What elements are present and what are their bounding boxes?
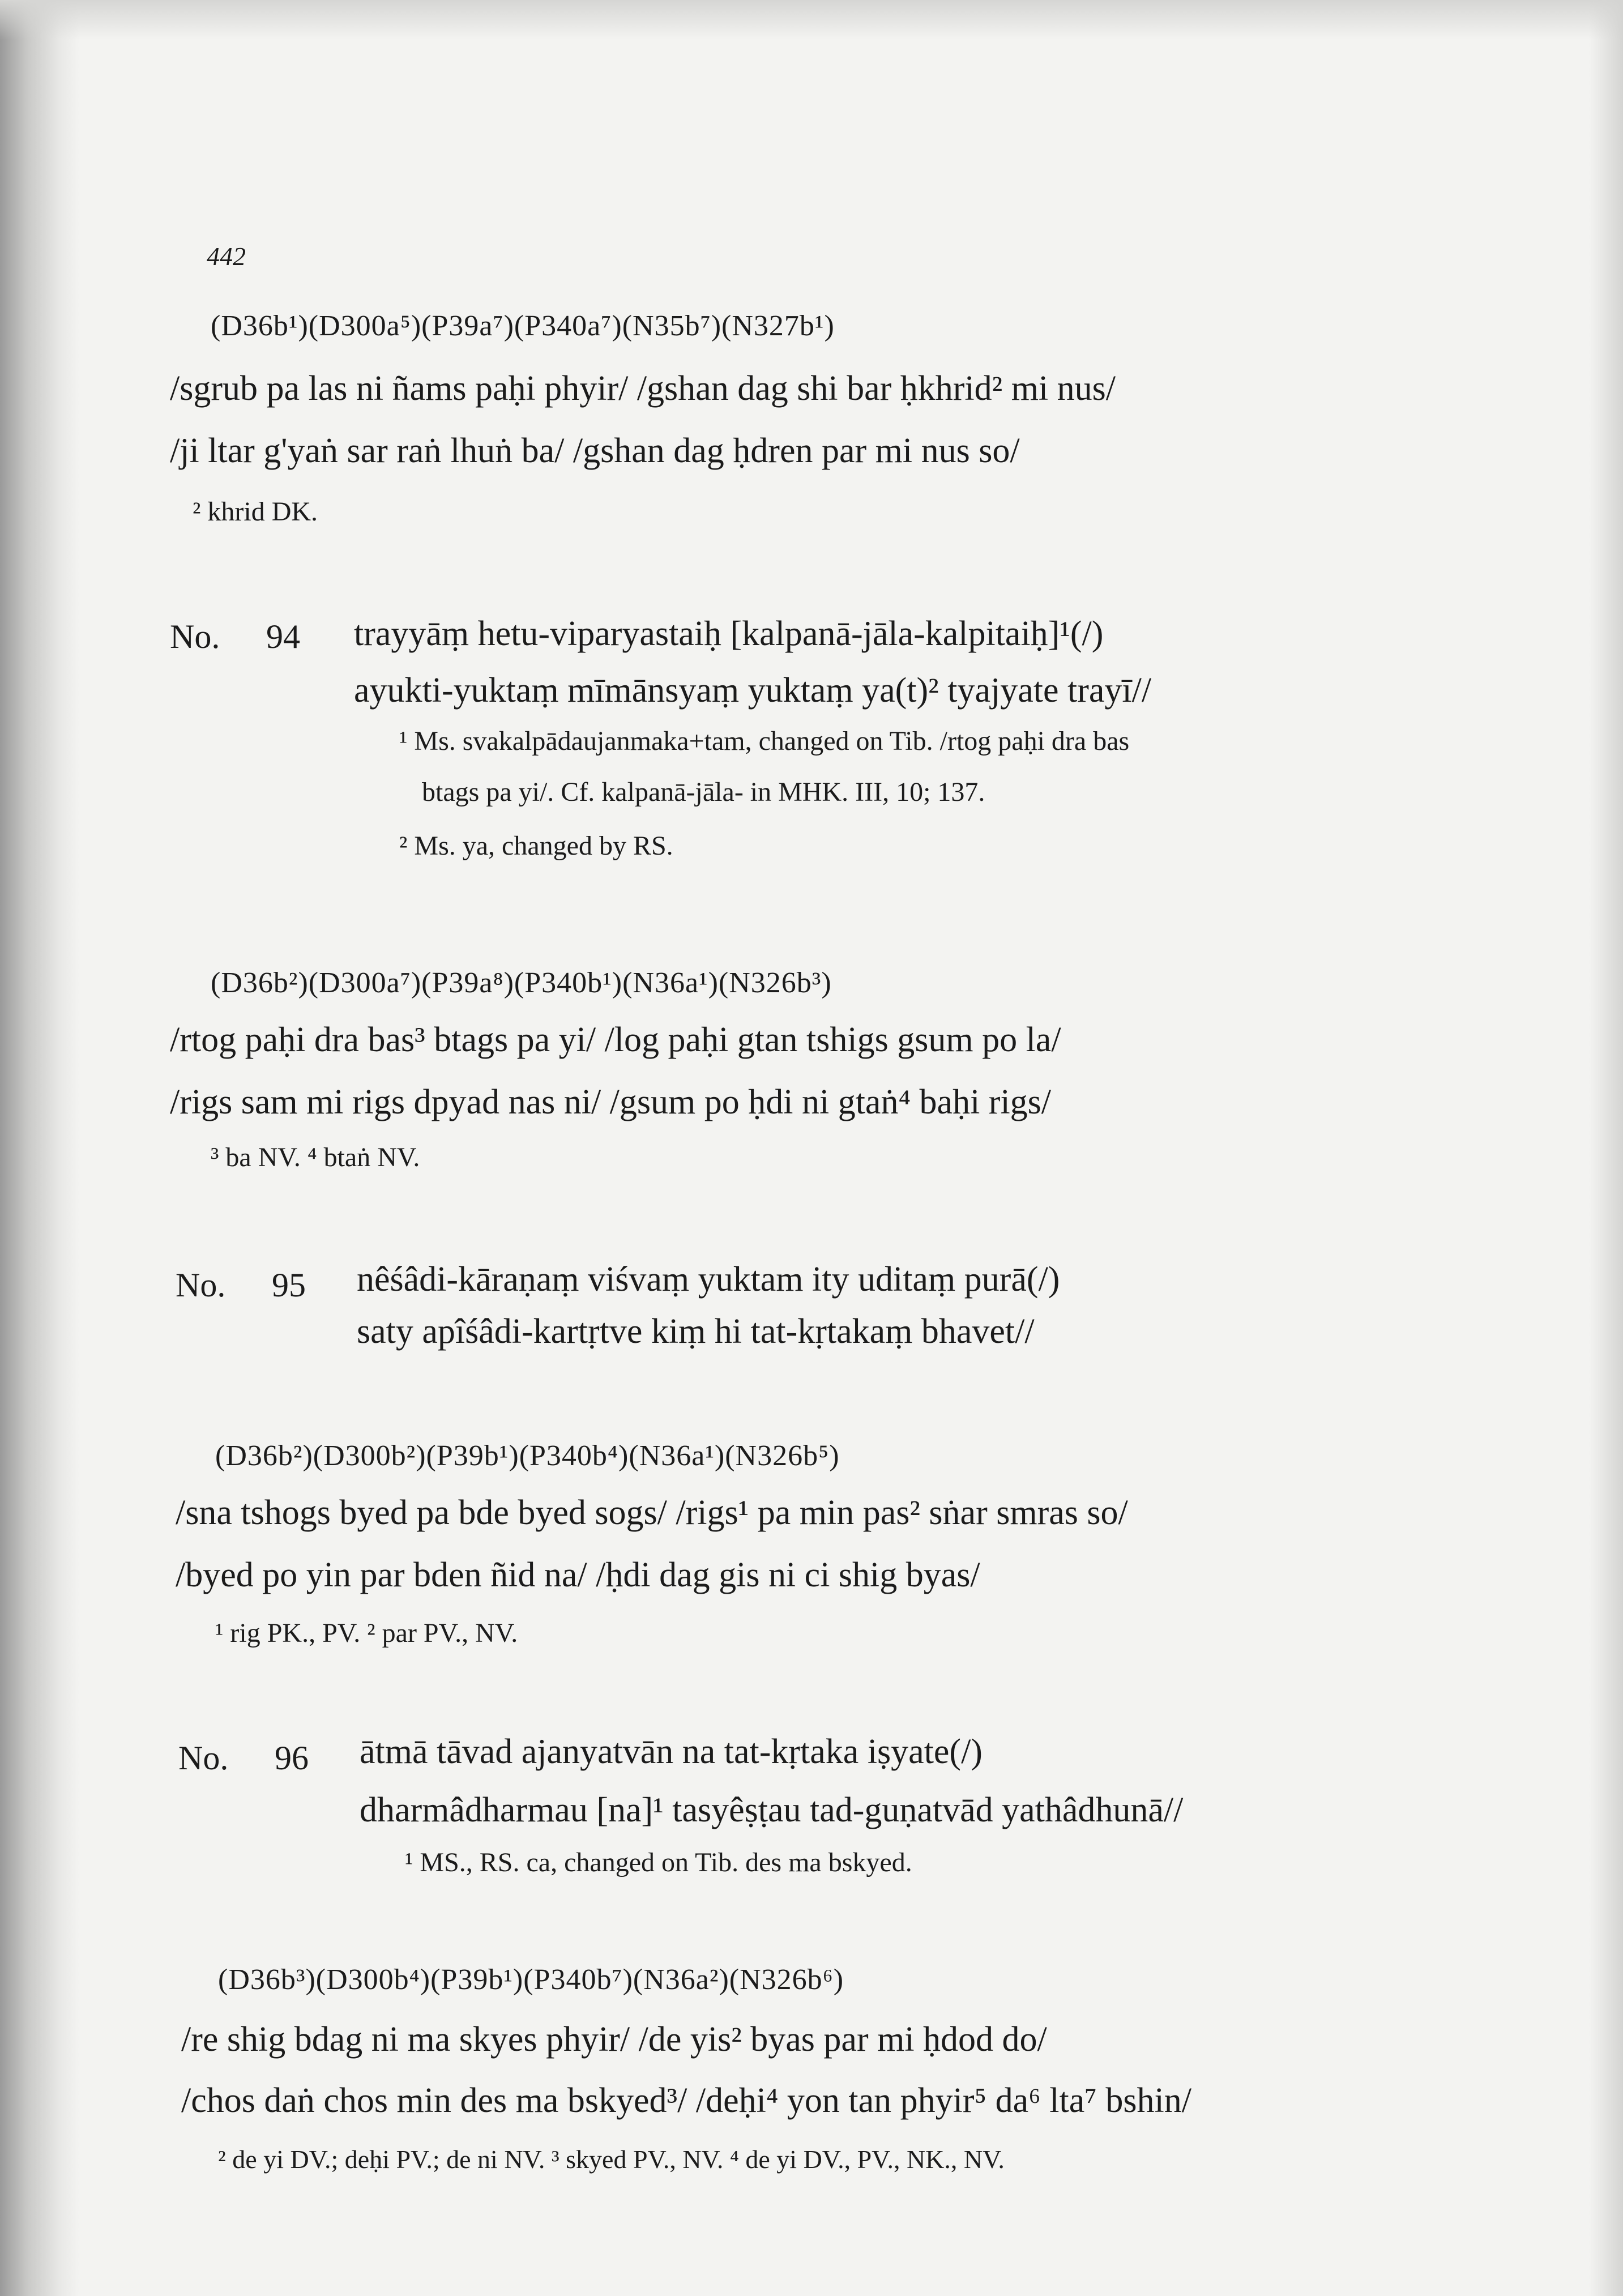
tibetan-line: /ji ltar g'yaṅ sar raṅ lhuṅ ba/ /gshan dag ḥdren par mi nus so/: [170, 432, 1020, 470]
sanskrit-verse-line: saty apîśâdi-kartṛtve kiṃ hi tat-kṛtakaṃ bhavet//: [357, 1312, 1035, 1351]
footnote: ¹ Ms. svakalpādaujanmaka+tam, changed on Tib. /rtog paḥi dra bas: [399, 726, 1130, 756]
scan-shadow-right: [1589, 0, 1623, 2296]
verse-label: No.: [178, 1739, 229, 1777]
tibetan-line: /rigs sam mi rigs dpyad nas ni/ /gsum po ḥdi ni gtaṅ⁴ baḥi rigs/: [170, 1083, 1052, 1121]
footnote: ¹ rig PK., PV. ² par PV., NV.: [215, 1618, 518, 1648]
sanskrit-verse-line: trayyāṃ hetu-viparyastaiḥ [kalpanā-jāla-kalpitaiḥ]¹(/): [354, 614, 1104, 653]
sanskrit-verse-line: dharmâdharmau [na]¹ tasyêṣṭau tad-guṇatvād yathâdhunā//: [360, 1791, 1184, 1829]
footnote: ³ ba NV. ⁴ btaṅ NV.: [211, 1142, 420, 1172]
scan-shadow-top: [0, 0, 1623, 40]
footnote: btags pa yi/. Cf. kalpanā-jāla- in MHK. III, 10; 137.: [422, 777, 985, 807]
sanskrit-verse-line: nêśâdi-kāraṇaṃ viśvaṃ yuktam ity uditaṃ purā(/): [357, 1260, 1060, 1299]
tibetan-line: /byed po yin par bden ñid na/ /ḥdi dag gis ni ci shig byas/: [176, 1556, 980, 1594]
verse-number: 96: [275, 1739, 309, 1777]
footnote: ² Ms. ya, changed by RS.: [399, 831, 673, 861]
sanskrit-verse-line: ātmā tāvad ajanyatvān na tat-kṛtaka iṣyate(/): [360, 1732, 983, 1771]
footnote: ² khrid DK.: [193, 497, 318, 527]
tibetan-line: /rtog paḥi dra bas³ btags pa yi/ /log paḥi gtan tshigs gsum po la/: [170, 1021, 1061, 1059]
tibetan-reference: (D36b²)(D300b²)(P39b¹)(P340b⁴)(N36a¹)(N326b⁵): [215, 1440, 840, 1472]
sanskrit-verse-line: ayukti-yuktaṃ mīmānsyaṃ yuktaṃ ya(t)² tyajyate trayī//: [354, 671, 1152, 710]
tibetan-reference: (D36b¹)(D300a⁵)(P39a⁷)(P340a⁷)(N35b⁷)(N327b¹): [211, 310, 835, 342]
tibetan-reference: (D36b³)(D300b⁴)(P39b¹)(P340b⁷)(N36a²)(N326b⁶): [218, 1964, 844, 1996]
tibetan-line: /re shig bdag ni ma skyes phyir/ /de yis² byas par mi ḥdod do/: [181, 2020, 1047, 2059]
tibetan-reference: (D36b²)(D300a⁷)(P39a⁸)(P340b¹)(N36a¹)(N326b³): [211, 967, 832, 999]
page-number: 442: [207, 242, 246, 271]
tibetan-line: /sna tshogs byed pa bde byed sogs/ /rigs¹ pa min pas² sṅar smras so/: [176, 1493, 1128, 1532]
verse-label: No.: [170, 618, 220, 655]
verse-number: 95: [272, 1266, 306, 1304]
footnote: ¹ MS., RS. ca, changed on Tib. des ma bskyed.: [405, 1847, 912, 1877]
scan-shadow-left: [0, 0, 79, 2296]
footnote: ² de yi DV.; deḥi PV.; de ni NV. ³ skyed PV., NV. ⁴ de yi DV., PV., NK., NV.: [218, 2145, 1005, 2174]
tibetan-line: /sgrub pa las ni ñams paḥi phyir/ /gshan dag shi bar ḥkhrid² mi nus/: [170, 369, 1116, 408]
verse-number: 94: [266, 618, 300, 655]
tibetan-line: /chos daṅ chos min des ma bskyed³/ /deḥi⁴ yon tan phyir⁵ da⁶ lta⁷ bshin/: [181, 2081, 1191, 2120]
verse-label: No.: [176, 1266, 226, 1304]
